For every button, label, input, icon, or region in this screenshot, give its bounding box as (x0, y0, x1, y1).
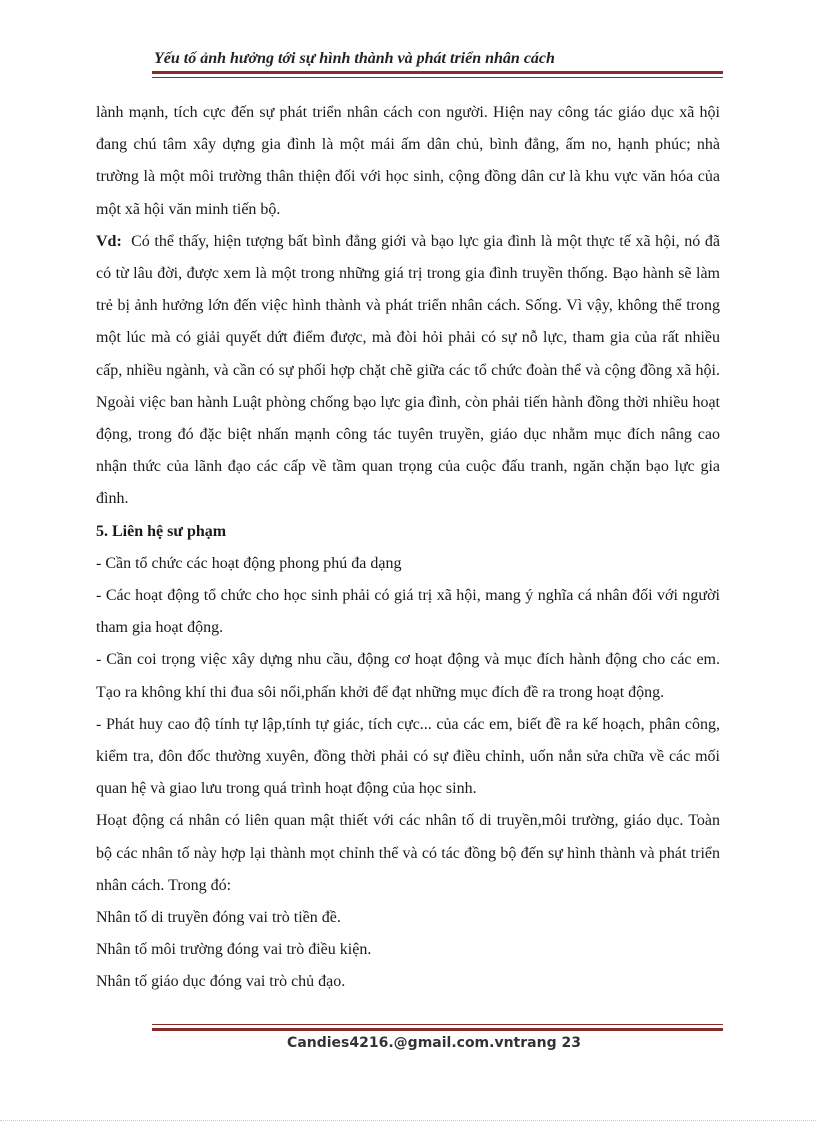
factor-line: Nhân tố di truyền đóng vai trò tiền đề. (96, 909, 341, 927)
section-heading: 5. Liên hệ sư phạm (96, 522, 227, 540)
page-body (96, 97, 720, 999)
example-label: Vd: (96, 232, 122, 250)
footer-rule-thin (152, 1024, 723, 1025)
example-text: Có thể thấy, hiện tượng bất bình đẳng giới và bạo lực gia đình là một thực tế xã hội, nó đã có từ lâu đời, được xem là một trong những giá trị trong gia đình truyền thống. Bạo hành sẽ làm trẻ bị ảnh hưởng lớn đến việc hình thành và phát triển nhân cách. Sống. Vì vậy, không thể trong một lúc mà có giải quyết dứt điểm được, mà đòi hỏi phải có sự nỗ lực, tham gia của rất nhiều cấp, nhiều ngành, và cần có sự phối hợp chặt chẽ giữa các tổ chức đoàn thể và cộng đồng xã hội. Ngoài việc ban hành Luật phòng chống bạo lực gia đình, còn phải tiến hành đồng thời nhiều hoạt động, trong đó đặc biệt nhấn mạnh công tác tuyên truyền, giáo dục nhằm mục đích nâng cao nhận thức của lãnh đạo các cấp về tầm quan trọng của cuộc đấu tranh, ngăn chặn bạo lực gia đình. (96, 232, 721, 508)
paragraph-summary: Hoạt động cá nhân có liên quan mật thiết với các nhân tố di truyền,môi trường, giáo dục. Toàn bộ các nhân tố này hợp lại thành mọt chỉnh thể và có tác đồng bộ đến sự hình thành và phát triển nhân cách. Trong đó: (96, 812, 720, 894)
bullet-item: - Các hoạt động tổ chức cho học sinh phải có giá trị xã hội, mang ý nghĩa cá nhân đối với người tham gia hoạt động. (96, 587, 720, 637)
header-rule (152, 71, 723, 74)
paragraph-intro: lành mạnh, tích cực đến sự phát triển nhân cách con người. Hiện nay công tác giáo dục xã hội đang chú tâm xây dựng gia đình là một mái ấm dân chủ, bình đẳng, ấm no, hạnh phúc; nhà trường là một môi trường thân thiện đối với học sinh, cộng đồng dân cư là khu vực văn hóa của một xã hội văn minh tiến bộ. (96, 104, 720, 218)
paragraph-example (96, 226, 720, 516)
factor-line: Nhân tố môi trường đóng vai trò điều kiện. (96, 941, 372, 959)
bullet-item: - Cần coi trọng việc xây dựng nhu cầu, động cơ hoạt động và mục đích hành động cho các em. Tạo ra không khí thi đua sôi nổi,phấn khởi để đạt những mục đích đề ra trong hoạt động. (96, 651, 720, 701)
footer-text: Candies4216.@gmail.com.vntrang 23 (287, 1035, 581, 1051)
footer-rule (152, 1028, 723, 1031)
header-rule-thin (152, 77, 723, 78)
page-edge-divider (0, 1120, 816, 1121)
bullet-item: - Phát huy cao độ tính tự lập,tính tự giác, tích cực... của các em, biết đề ra kế hoạch, phân công, kiểm tra, đôn đốc thường xuyên, đồng thời phải có sự điều chỉnh, uốn nắn sửa chữa về các mối quan hệ và giao lưu trong quá trình hoạt động của học sinh. (96, 715, 720, 798)
header-title: Yếu tố ảnh hưởng tới sự hình thành và phát triển nhân cách (154, 50, 555, 67)
bullet-item: - Cần tổ chức các hoạt động phong phú đa dạng (96, 554, 402, 572)
factor-line: Nhân tố giáo dục đóng vai trò chủ đạo. (96, 973, 346, 991)
